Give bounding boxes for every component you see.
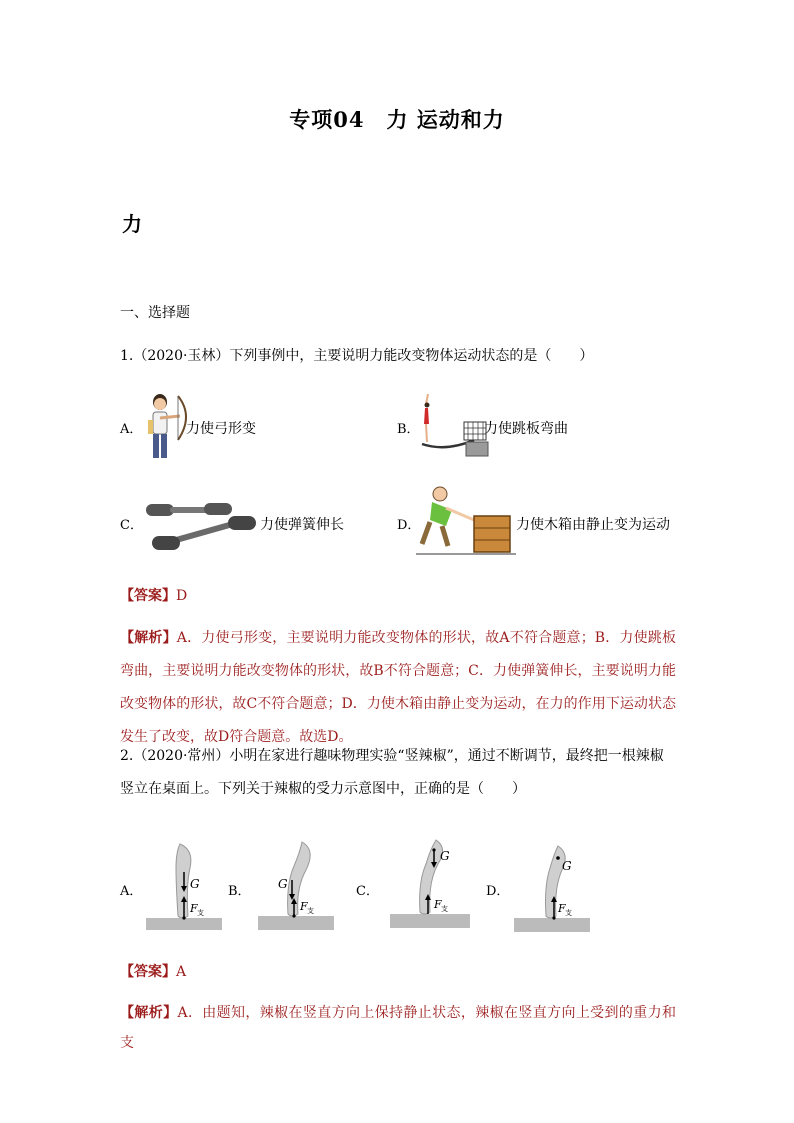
q1-option-d-letter: D． — [397, 518, 421, 533]
q2a-f-label: F — [190, 902, 198, 915]
q2c-f-sub: 支 — [441, 905, 448, 913]
q2-answer-value: A — [176, 964, 187, 980]
q2-option-c-letter: C． — [356, 884, 379, 899]
q1-answer — [120, 585, 187, 605]
pepper-diagram-d — [514, 840, 590, 932]
q1-answer-label: 【答案】 — [120, 588, 176, 604]
q1-analysis — [120, 622, 676, 754]
q2-answer-label: 【答案】 — [120, 964, 176, 980]
pepper-diagram-a — [146, 842, 222, 932]
q2d-f-label: F — [558, 902, 566, 915]
q2c-f-label: F — [434, 898, 442, 911]
box-pushing-image — [416, 484, 516, 558]
page-title: 专项04 力 运动和力 — [289, 107, 505, 132]
pepper-diagram-c — [390, 836, 470, 930]
q1-option-c-caption: 力使弹簧伸长 — [260, 517, 344, 533]
q2d-f-sub: 支 — [565, 909, 572, 917]
q2-option-d-letter: D． — [486, 884, 510, 899]
q2-analysis-label: 【解析】 — [120, 1005, 178, 1021]
part-heading: 一、选择题 — [120, 305, 190, 321]
q2b-g-label: G — [278, 877, 288, 891]
q1-analysis-text: A．力使弓形变，主要说明力能改变物体的形状，故A不符合题意；B．力使跳板弯曲，主要说明力能改变物体的形状，故B不符合题意；C．力使弹簧伸长，主要说明力能改变物体的形状，故C不符合题意；D．力使木箱由静止变为运动，在力的作用下运动状态发生了改变，故D符合题意。故选D。 — [120, 630, 677, 745]
diving-board-image — [416, 392, 490, 458]
q1-option-b-caption: 力使跳板弯曲 — [484, 421, 568, 437]
q1-option-a-caption: 力使弓形变 — [186, 421, 256, 437]
q1-option-c-letter: C． — [120, 518, 143, 533]
q1-option-a-letter: A． — [120, 422, 143, 437]
q2-answer — [120, 961, 186, 981]
q2a-g-label: G — [190, 877, 200, 891]
archer-image — [140, 392, 188, 464]
q2c-g-label: G — [440, 849, 450, 863]
section-heading: 力 — [122, 212, 142, 236]
q2-option-a-letter: A． — [120, 884, 143, 899]
question-1-stem: 1.（2020·玉林）下列事例中，主要说明力能改变物体运动状态的是（ ） — [120, 348, 594, 364]
q2-option-b-letter: B． — [228, 884, 251, 899]
q1-answer-value: D — [176, 588, 188, 604]
q2b-f-sub: 支 — [307, 907, 314, 915]
q1-option-d-caption: 力使木箱由静止变为运动 — [516, 517, 670, 533]
spring-image — [140, 492, 260, 556]
pepper-diagram-b — [258, 840, 334, 930]
q1-option-b-letter: B． — [397, 422, 420, 437]
question-2-stem: 2.（2020·常州）小明在家进行趣味物理实验“竖辣椒”，通过不断调节，最终把一根辣椒竖立在桌面上。下列关于辣椒的受力示意图中，正确的是（ ） — [120, 748, 664, 797]
q2-analysis-text: A．由题知，辣椒在竖直方向上保持静止状态，辣椒在竖直方向上受到的重力和支 — [120, 1005, 677, 1051]
q2d-g-label: G — [562, 859, 572, 873]
q2-analysis — [120, 998, 676, 1058]
q2b-f-label: F — [300, 900, 308, 913]
q1-analysis-label: 【解析】 — [120, 630, 177, 646]
q2a-f-sub: 支 — [197, 909, 204, 917]
